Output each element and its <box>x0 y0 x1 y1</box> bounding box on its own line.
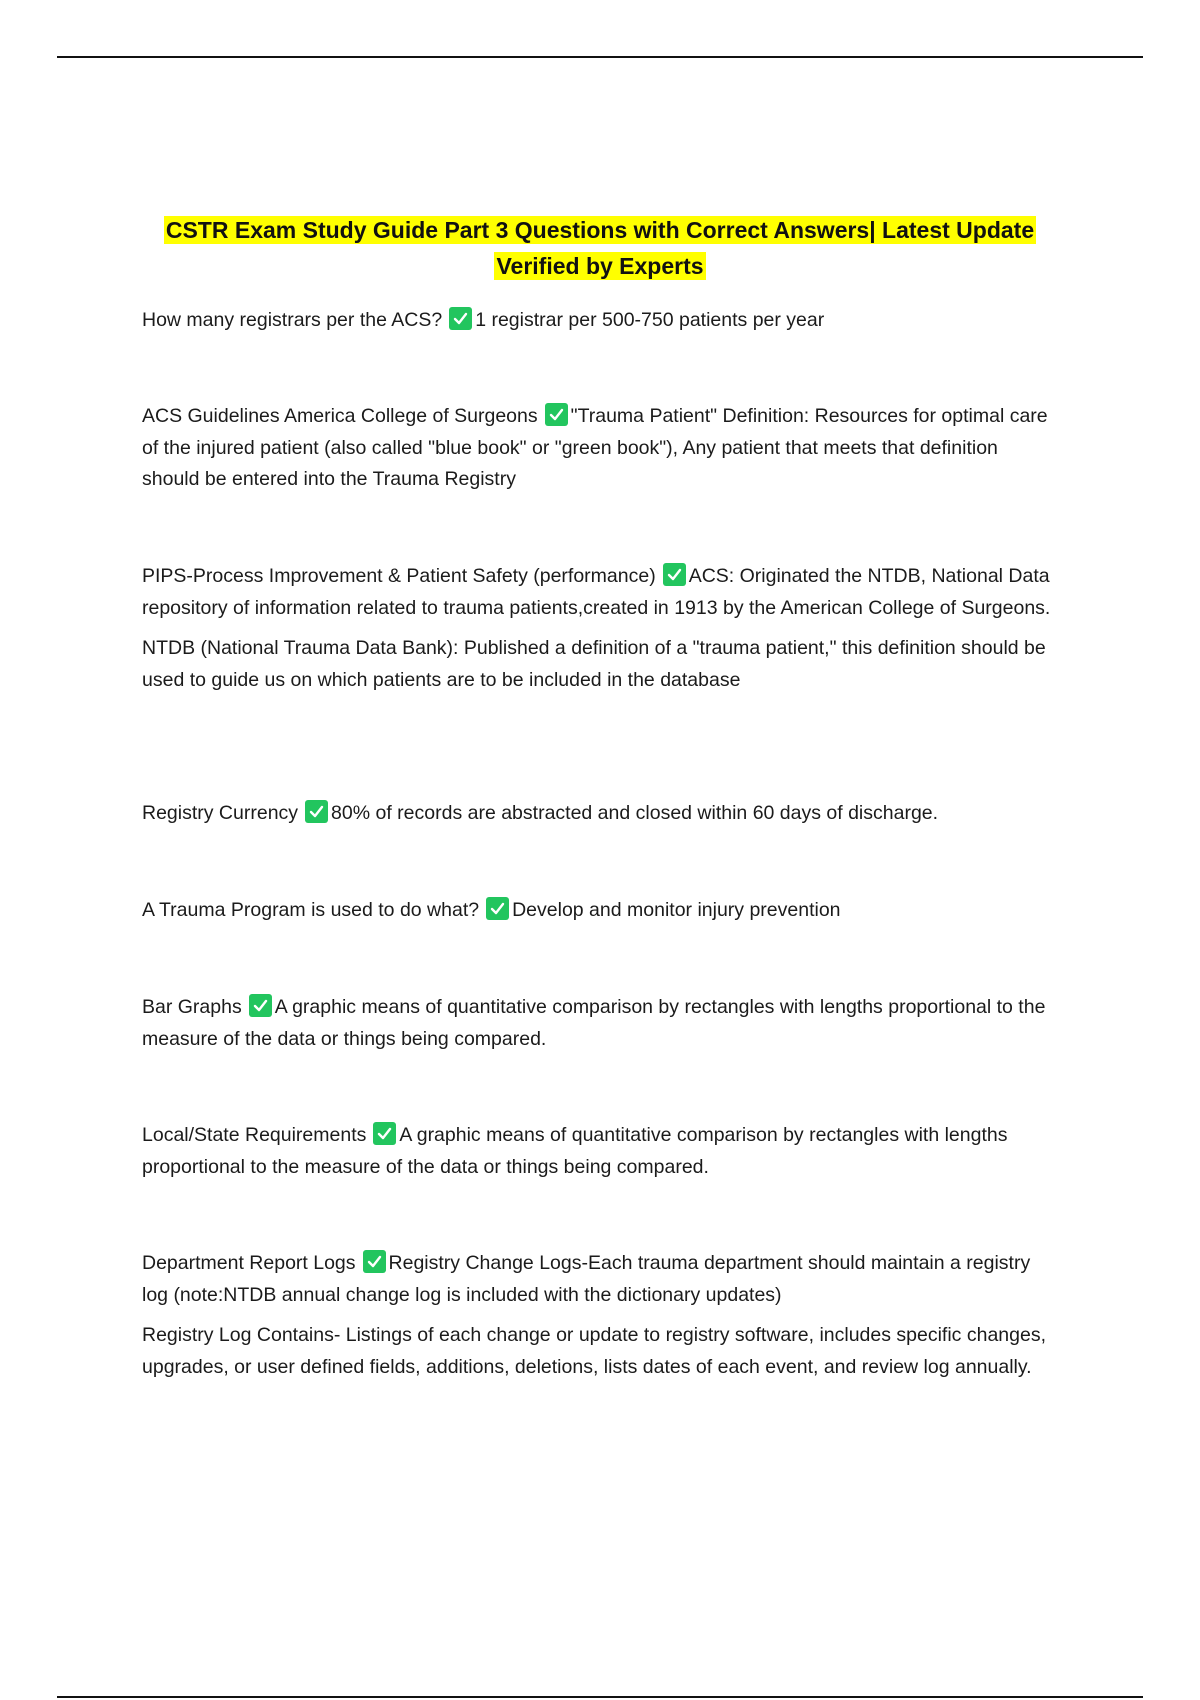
answer-text: Develop and monitor injury prevention <box>512 899 841 921</box>
qa-item-6 <box>142 992 1060 1055</box>
qa-extra-text: Registry Log Contains- Listings of each change or update to registry software, includes specific changes, upgrades, or user defined fields, additions, deletions, lists dates of each event, and review log annually. <box>142 1324 1046 1378</box>
qa-item-7 <box>142 1120 1060 1183</box>
check-mark-icon <box>545 403 568 426</box>
question-text: PIPS-Process Improvement & Patient Safety (performance) <box>142 565 656 587</box>
answer-text: "Trauma Patient" Definition: Resources for optimal care of the injured patient (also called "blue book" or "green book"), Any patient that meets that definition should be entered into the Trauma Registry <box>142 405 1048 490</box>
question-text: How many registrars per the ACS? <box>142 309 443 331</box>
bottom-rule <box>57 1696 1143 1698</box>
check-mark-icon <box>249 994 272 1017</box>
answer-text: 80% of records are abstracted and closed within 60 days of discharge. <box>331 802 939 824</box>
qa-item-text <box>142 992 1060 1055</box>
question-text: Registry Currency <box>142 802 299 824</box>
answer-text: A graphic means of quantitative comparison by rectangles with lengths proportional to the measure of the data or things being compared. <box>142 1124 1008 1178</box>
qa-item-text <box>142 305 1060 337</box>
check-mark-icon <box>449 307 472 330</box>
qa-item-1 <box>142 305 1060 337</box>
check-mark-icon <box>363 1250 386 1273</box>
question-text: A Trauma Program is used to do what? <box>142 899 480 921</box>
qa-item-5 <box>142 895 1060 927</box>
answer-text: ACS: Originated the NTDB, National Data repository of information related to trauma patients,created in 1913 by the American College of Surgeons. <box>142 565 1051 619</box>
qa-item-text <box>142 561 1060 624</box>
qa-item-text <box>142 1248 1060 1311</box>
answer-text: 1 registrar per 500-750 patients per year <box>475 309 825 331</box>
qa-item-8 <box>142 1248 1060 1383</box>
check-mark-icon <box>305 800 328 823</box>
top-rule <box>57 56 1143 58</box>
qa-item-3 <box>142 561 1060 696</box>
check-mark-icon <box>373 1122 396 1145</box>
qa-extra-text: NTDB (National Trauma Data Bank): Published a definition of a "trauma patient," this definition should be used to guide us on which patients are to be included in the database <box>142 637 1046 691</box>
answer-text: Registry Change Logs-Each trauma department should maintain a registry log (note:NTDB annual change log is included with the dictionary updates) <box>142 1252 1031 1306</box>
qa-item-4 <box>142 798 1060 830</box>
qa-item-text <box>142 798 1060 830</box>
page-title <box>142 212 1058 284</box>
qa-item-text <box>142 401 1060 496</box>
question-text: Local/State Requirements <box>142 1124 367 1146</box>
check-mark-icon <box>663 563 686 586</box>
page-title-text: CSTR Exam Study Guide Part 3 Questions with Correct Answers| Latest Update Verified by Experts <box>165 217 1035 279</box>
question-text: Department Report Logs <box>142 1252 356 1274</box>
qa-item-2 <box>142 401 1060 496</box>
check-mark-icon <box>486 897 509 920</box>
qa-item-text <box>142 1120 1060 1183</box>
question-text: ACS Guidelines America College of Surgeons <box>142 405 538 427</box>
question-text: Bar Graphs <box>142 996 242 1018</box>
qa-item-text <box>142 895 1060 927</box>
answer-text: A graphic means of quantitative comparison by rectangles with lengths proportional to the measure of the data or things being compared. <box>142 996 1046 1050</box>
